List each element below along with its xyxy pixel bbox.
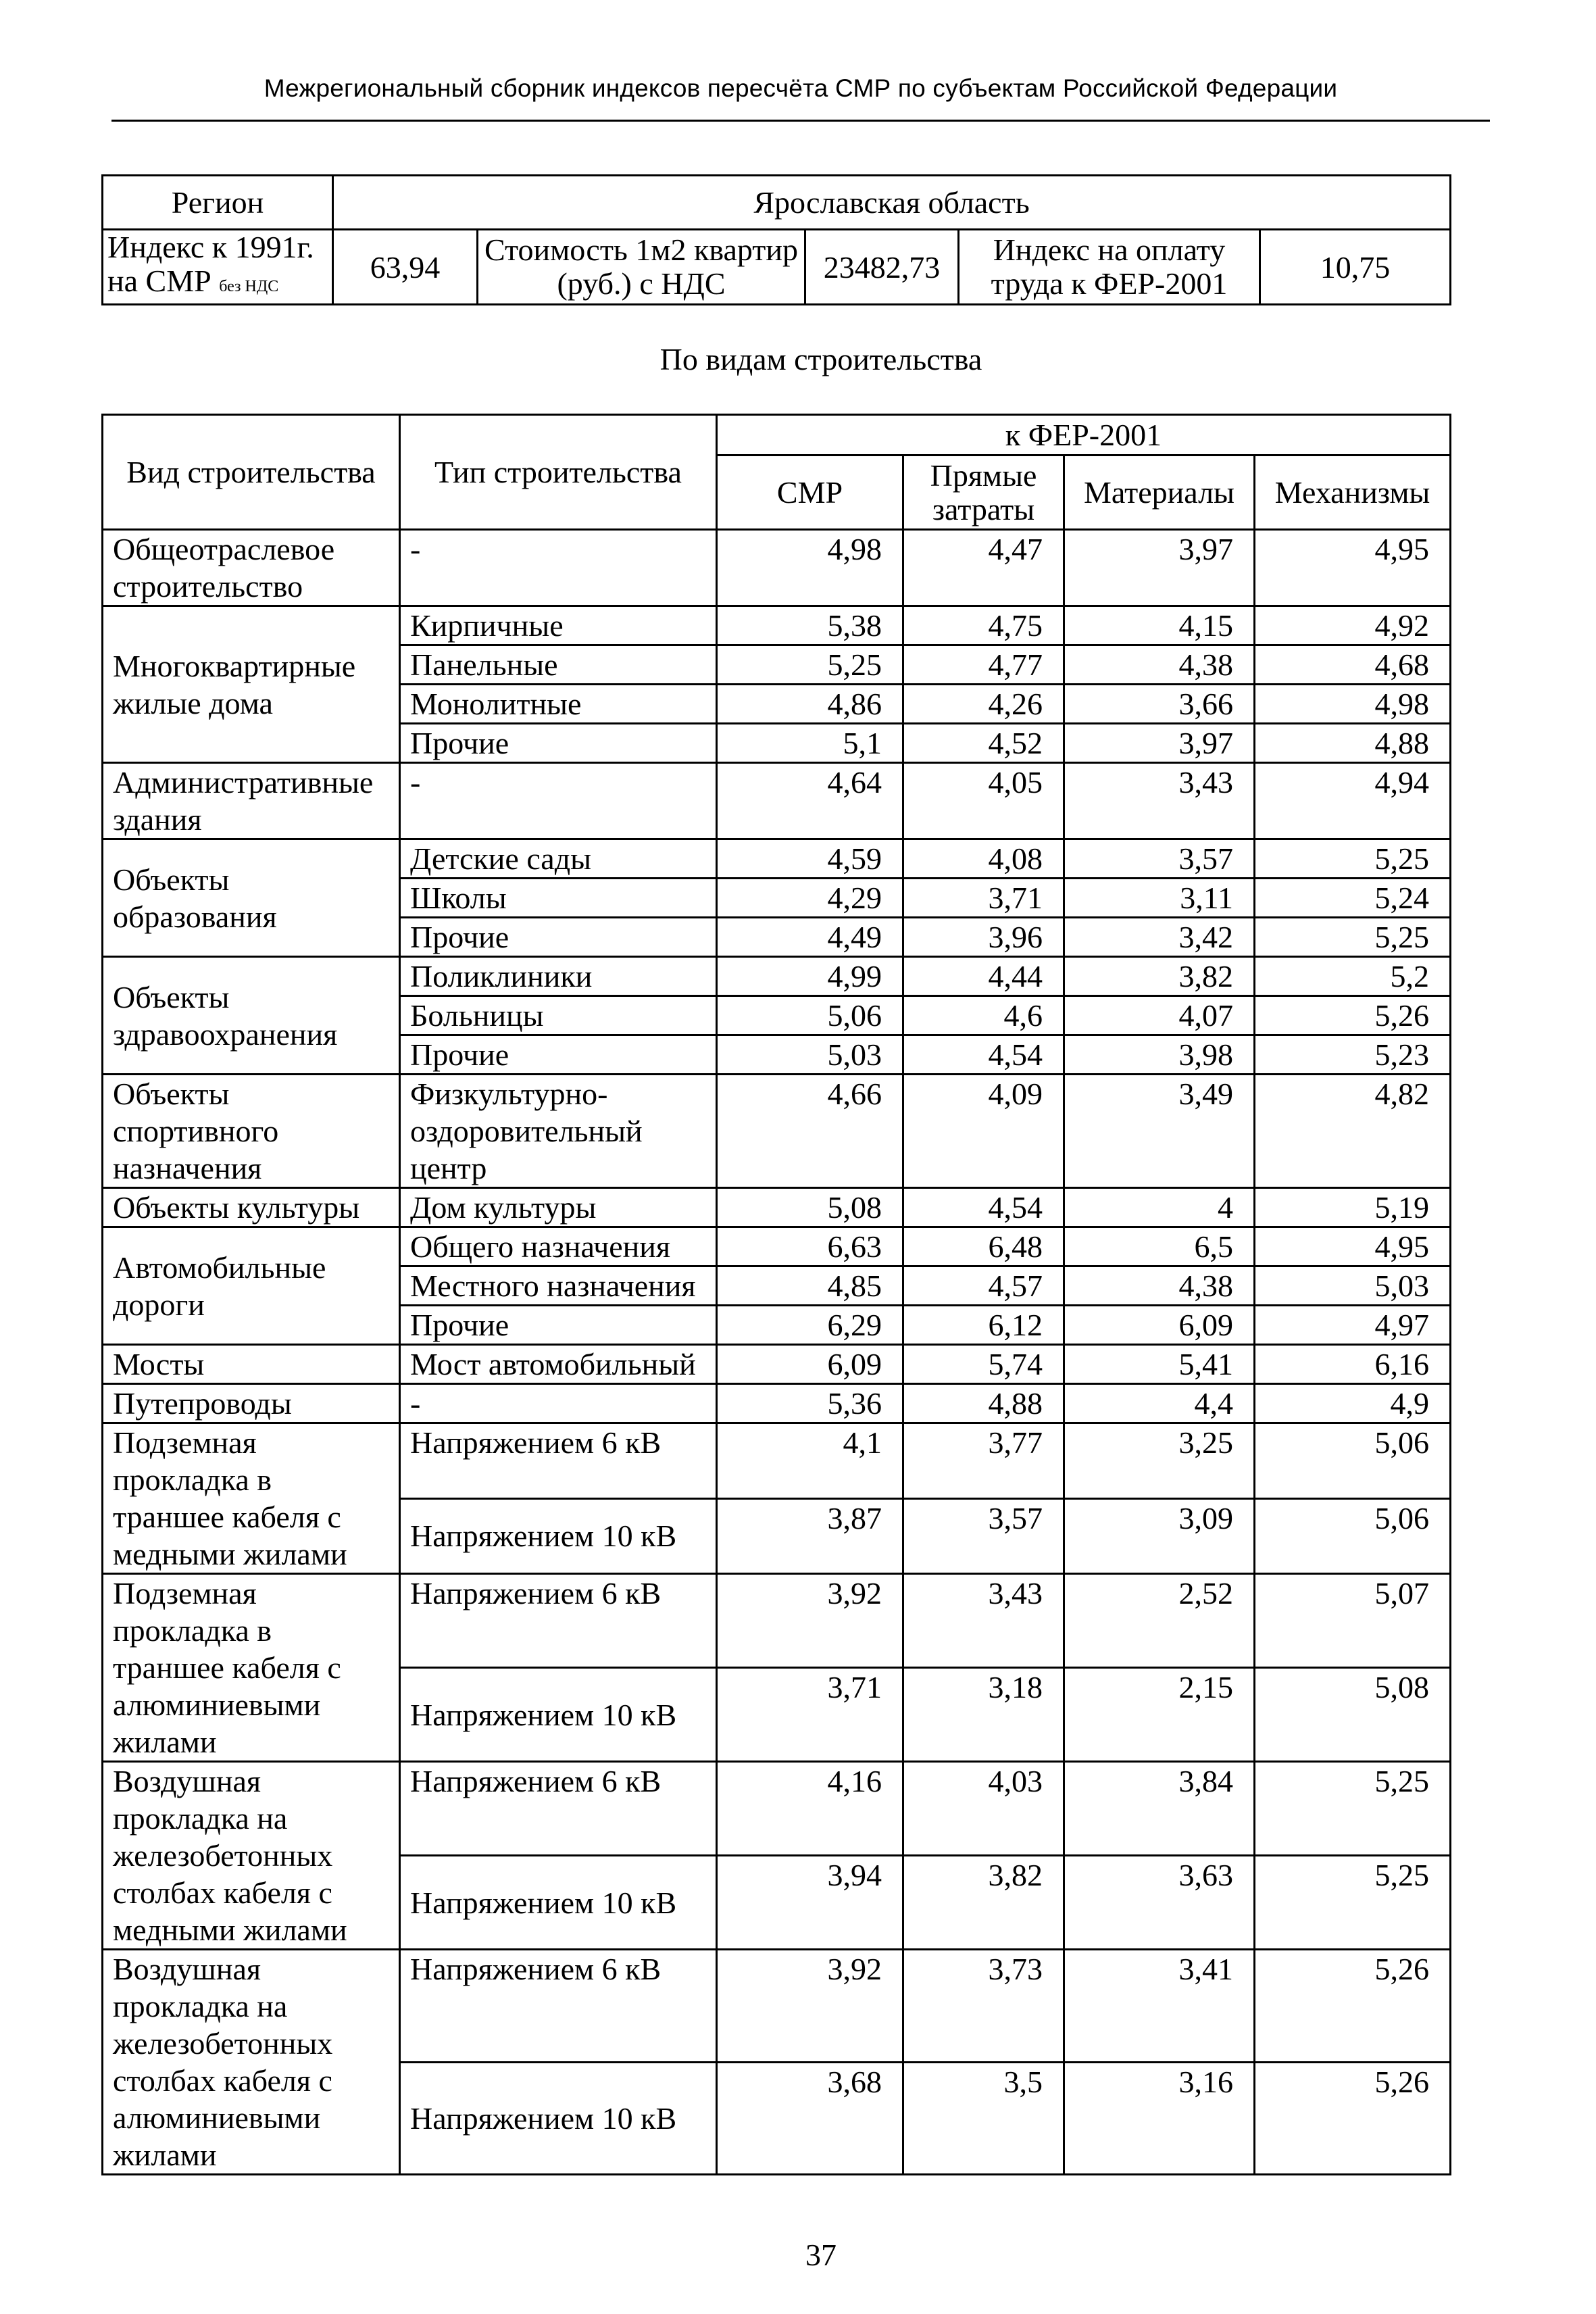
machines-value: 5,25 [1255,1856,1451,1950]
direct-costs-value: 3,82 [903,1856,1064,1950]
machines-value: 4,82 [1255,1075,1451,1188]
construction-type-cell: Мост автомобильный [400,1345,717,1384]
smr-value: 4,29 [717,879,903,918]
materials-value: 3,66 [1064,685,1255,724]
construction-type-cell: Кирпичные [400,606,717,645]
smr-value: 4,49 [717,918,903,957]
direct-costs-value: 6,12 [903,1306,1064,1345]
smr-value: 5,08 [717,1188,903,1227]
materials-value: 5,41 [1064,1345,1255,1384]
direct-costs-value: 4,75 [903,606,1064,645]
construction-type-cell: Прочие [400,1306,717,1345]
materials-value: 2,52 [1064,1574,1255,1668]
construction-kind-cell: Воздушная прокладка на железобетонных столбах кабеля с медными жилами [103,1762,400,1950]
smr-value: 5,38 [717,606,903,645]
smr-value: 3,87 [717,1498,903,1574]
direct-costs-value: 6,48 [903,1227,1064,1266]
machines-value: 5,25 [1255,918,1451,957]
index-1991-note: без НДС [219,278,279,295]
construction-type-cell: - [400,763,717,839]
smr-value: 3,92 [717,1574,903,1668]
smr-value: 4,98 [717,530,903,606]
table-body [103,530,1451,2175]
direct-costs-value: 4,44 [903,957,1064,996]
smr-value: 4,16 [717,1762,903,1856]
materials-value: 3,43 [1064,763,1255,839]
materials-value: 3,49 [1064,1075,1255,1188]
materials-value: 2,15 [1064,1668,1255,1762]
materials-value: 3,84 [1064,1762,1255,1856]
smr-value: 5,25 [717,645,903,685]
table-row [103,1227,1451,1266]
table-row [103,763,1451,839]
construction-type-cell: - [400,1384,717,1423]
materials-value: 3,97 [1064,724,1255,763]
construction-kind-cell: Мосты [103,1345,400,1384]
labor-index-label: Индекс на оплату труда к ФЕР-2001 [959,230,1260,305]
materials-value: 6,09 [1064,1306,1255,1345]
construction-type-cell: Школы [400,879,717,918]
table-row [103,957,1451,996]
index-1991-label: Индекс к 1991г. на СМР без НДС [103,230,333,305]
col-header-type: Тип строительства [400,415,717,530]
direct-costs-value: 3,18 [903,1668,1064,1762]
construction-kind-cell: Объекты здравоохранения [103,957,400,1075]
smr-value: 4,99 [717,957,903,996]
smr-value: 3,92 [717,1950,903,2063]
direct-costs-value: 4,08 [903,839,1064,879]
smr-value: 5,06 [717,996,903,1035]
table-row [103,1423,1451,1499]
machines-value: 4,68 [1255,645,1451,685]
page-header: Межрегиональный сборник индексов пересчёта СМР по субъектам Российской Федерации [264,74,1338,102]
machines-value: 6,16 [1255,1345,1451,1384]
cost-value: 23482,73 [805,230,959,305]
machines-value: 5,06 [1255,1423,1451,1499]
materials-value: 4,07 [1064,996,1255,1035]
materials-value: 3,16 [1064,2062,1255,2175]
cost-label: Стоимость 1м2 квартир (руб.) с НДС [478,230,805,305]
machines-value: 4,88 [1255,724,1451,763]
machines-value: 4,92 [1255,606,1451,645]
table-row [103,1075,1451,1188]
smr-value: 6,09 [717,1345,903,1384]
construction-type-cell: Напряжением 6 кВ [400,1574,717,1668]
materials-value: 4,15 [1064,606,1255,645]
construction-kind-cell: Автомобильные дороги [103,1227,400,1345]
construction-type-cell: Напряжением 6 кВ [400,1950,717,2063]
machines-value: 4,9 [1255,1384,1451,1423]
construction-type-cell: - [400,530,717,606]
section-subtitle: По видам строительства [659,342,982,376]
materials-value: 3,09 [1064,1498,1255,1574]
region-name: Ярославская область [333,176,1451,230]
materials-value: 4,38 [1064,1266,1255,1306]
machines-value: 5,26 [1255,2062,1451,2175]
construction-type-cell: Местного назначения [400,1266,717,1306]
direct-costs-value: 4,03 [903,1762,1064,1856]
construction-index-table [101,414,1451,2175]
direct-costs-value: 4,57 [903,1266,1064,1306]
materials-value: 3,25 [1064,1423,1255,1499]
machines-value: 4,97 [1255,1306,1451,1345]
machines-value: 5,2 [1255,957,1451,996]
materials-value: 4 [1064,1188,1255,1227]
direct-costs-value: 3,71 [903,879,1064,918]
construction-kind-cell: Объекты образования [103,839,400,957]
machines-value: 5,07 [1255,1574,1451,1668]
smr-value: 3,68 [717,2062,903,2175]
materials-value: 3,57 [1064,839,1255,879]
labor-index-value: 10,75 [1260,230,1451,305]
construction-type-cell: Больницы [400,996,717,1035]
smr-value: 4,85 [717,1266,903,1306]
direct-costs-value: 4,88 [903,1384,1064,1423]
construction-kind-cell: Общеотраслевое строительство [103,530,400,606]
materials-value: 6,5 [1064,1227,1255,1266]
direct-costs-value: 5,74 [903,1345,1064,1384]
construction-kind-cell: Подземная прокладка в траншее кабеля с алюминиевыми жилами [103,1574,400,1762]
construction-type-cell: Поликлиники [400,957,717,996]
materials-value: 3,41 [1064,1950,1255,2063]
smr-value: 3,71 [717,1668,903,1762]
machines-value: 4,95 [1255,530,1451,606]
table-row [103,1345,1451,1384]
smr-value: 4,59 [717,839,903,879]
region-summary-table [101,174,1451,305]
col-header-kind: Вид строительства [103,415,400,530]
construction-type-cell: Напряжением 10 кВ [400,1498,717,1574]
smr-value: 5,36 [717,1384,903,1423]
construction-type-cell: Напряжением 6 кВ [400,1423,717,1499]
construction-type-cell: Детские сады [400,839,717,879]
direct-costs-value: 4,77 [903,645,1064,685]
construction-kind-cell: Объекты культуры [103,1188,400,1227]
construction-type-cell: Напряжением 6 кВ [400,1762,717,1856]
table-row [103,1384,1451,1423]
smr-value: 5,1 [717,724,903,763]
machines-value: 5,08 [1255,1668,1451,1762]
col-header-fer2001: к ФЕР-2001 [717,415,1451,456]
construction-type-cell: Напряжением 10 кВ [400,1856,717,1950]
smr-value: 4,86 [717,685,903,724]
machines-value: 5,19 [1255,1188,1451,1227]
machines-value: 5,26 [1255,996,1451,1035]
direct-costs-value: 3,57 [903,1498,1064,1574]
construction-kind-cell: Многоквартирные жилые дома [103,606,400,763]
direct-costs-value: 3,77 [903,1423,1064,1499]
direct-costs-value: 4,52 [903,724,1064,763]
machines-value: 4,94 [1255,763,1451,839]
construction-type-cell: Общего назначения [400,1227,717,1266]
construction-type-cell: Физкультурно-оздоровительный центр [400,1075,717,1188]
materials-value: 3,63 [1064,1856,1255,1950]
construction-kind-cell: Административные здания [103,763,400,839]
table-row [103,1950,1451,2063]
table-row [103,1188,1451,1227]
construction-type-cell: Прочие [400,1035,717,1075]
table-row [103,530,1451,606]
machines-value: 5,06 [1255,1498,1451,1574]
construction-kind-cell: Воздушная прокладка на железобетонных столбах кабеля с алюминиевыми жилами [103,1950,400,2175]
direct-costs-value: 3,73 [903,1950,1064,2063]
construction-kind-cell: Путепроводы [103,1384,400,1423]
materials-value: 3,42 [1064,918,1255,957]
machines-value: 4,95 [1255,1227,1451,1266]
col-header-smr: СМР [717,456,903,530]
direct-costs-value: 4,05 [903,763,1064,839]
construction-kind-cell: Подземная прокладка в траншее кабеля с медными жилами [103,1423,400,1574]
table-row [103,1762,1451,1856]
direct-costs-value: 4,54 [903,1035,1064,1075]
direct-costs-value: 3,43 [903,1574,1064,1668]
direct-costs-value: 4,54 [903,1188,1064,1227]
col-header-materials: Материалы [1064,456,1255,530]
machines-value: 5,23 [1255,1035,1451,1075]
machines-value: 5,24 [1255,879,1451,918]
machines-value: 5,03 [1255,1266,1451,1306]
table-row [103,606,1451,645]
construction-type-cell: Панельные [400,645,717,685]
header-rule [111,120,1490,122]
construction-type-cell: Прочие [400,724,717,763]
smr-value: 3,94 [717,1856,903,1950]
construction-kind-cell: Объекты спортивного назначения [103,1075,400,1188]
region-label: Регион [103,176,333,230]
smr-value: 6,63 [717,1227,903,1266]
machines-value: 4,98 [1255,685,1451,724]
materials-value: 4,4 [1064,1384,1255,1423]
smr-value: 5,03 [717,1035,903,1075]
direct-costs-value: 3,96 [903,918,1064,957]
machines-value: 5,25 [1255,1762,1451,1856]
page-number: 37 [805,2238,837,2272]
table-row [103,839,1451,879]
direct-costs-value: 4,6 [903,996,1064,1035]
machines-value: 5,25 [1255,839,1451,879]
direct-costs-value: 4,26 [903,685,1064,724]
col-header-direct-costs: Прямые затраты [903,456,1064,530]
table-row [103,1574,1451,1668]
construction-type-cell: Монолитные [400,685,717,724]
smr-value: 6,29 [717,1306,903,1345]
direct-costs-value: 4,47 [903,530,1064,606]
smr-value: 4,66 [717,1075,903,1188]
col-header-machines: Механизмы [1255,456,1451,530]
direct-costs-value: 4,09 [903,1075,1064,1188]
smr-value: 4,64 [717,763,903,839]
index-1991-value: 63,94 [333,230,478,305]
direct-costs-value: 3,5 [903,2062,1064,2175]
smr-value: 4,1 [717,1423,903,1499]
materials-value: 4,38 [1064,645,1255,685]
materials-value: 3,97 [1064,530,1255,606]
construction-type-cell: Напряжением 10 кВ [400,1668,717,1762]
materials-value: 3,82 [1064,957,1255,996]
materials-value: 3,11 [1064,879,1255,918]
machines-value: 5,26 [1255,1950,1451,2063]
construction-type-cell: Дом культуры [400,1188,717,1227]
construction-type-cell: Прочие [400,918,717,957]
construction-type-cell: Напряжением 10 кВ [400,2062,717,2175]
materials-value: 3,98 [1064,1035,1255,1075]
